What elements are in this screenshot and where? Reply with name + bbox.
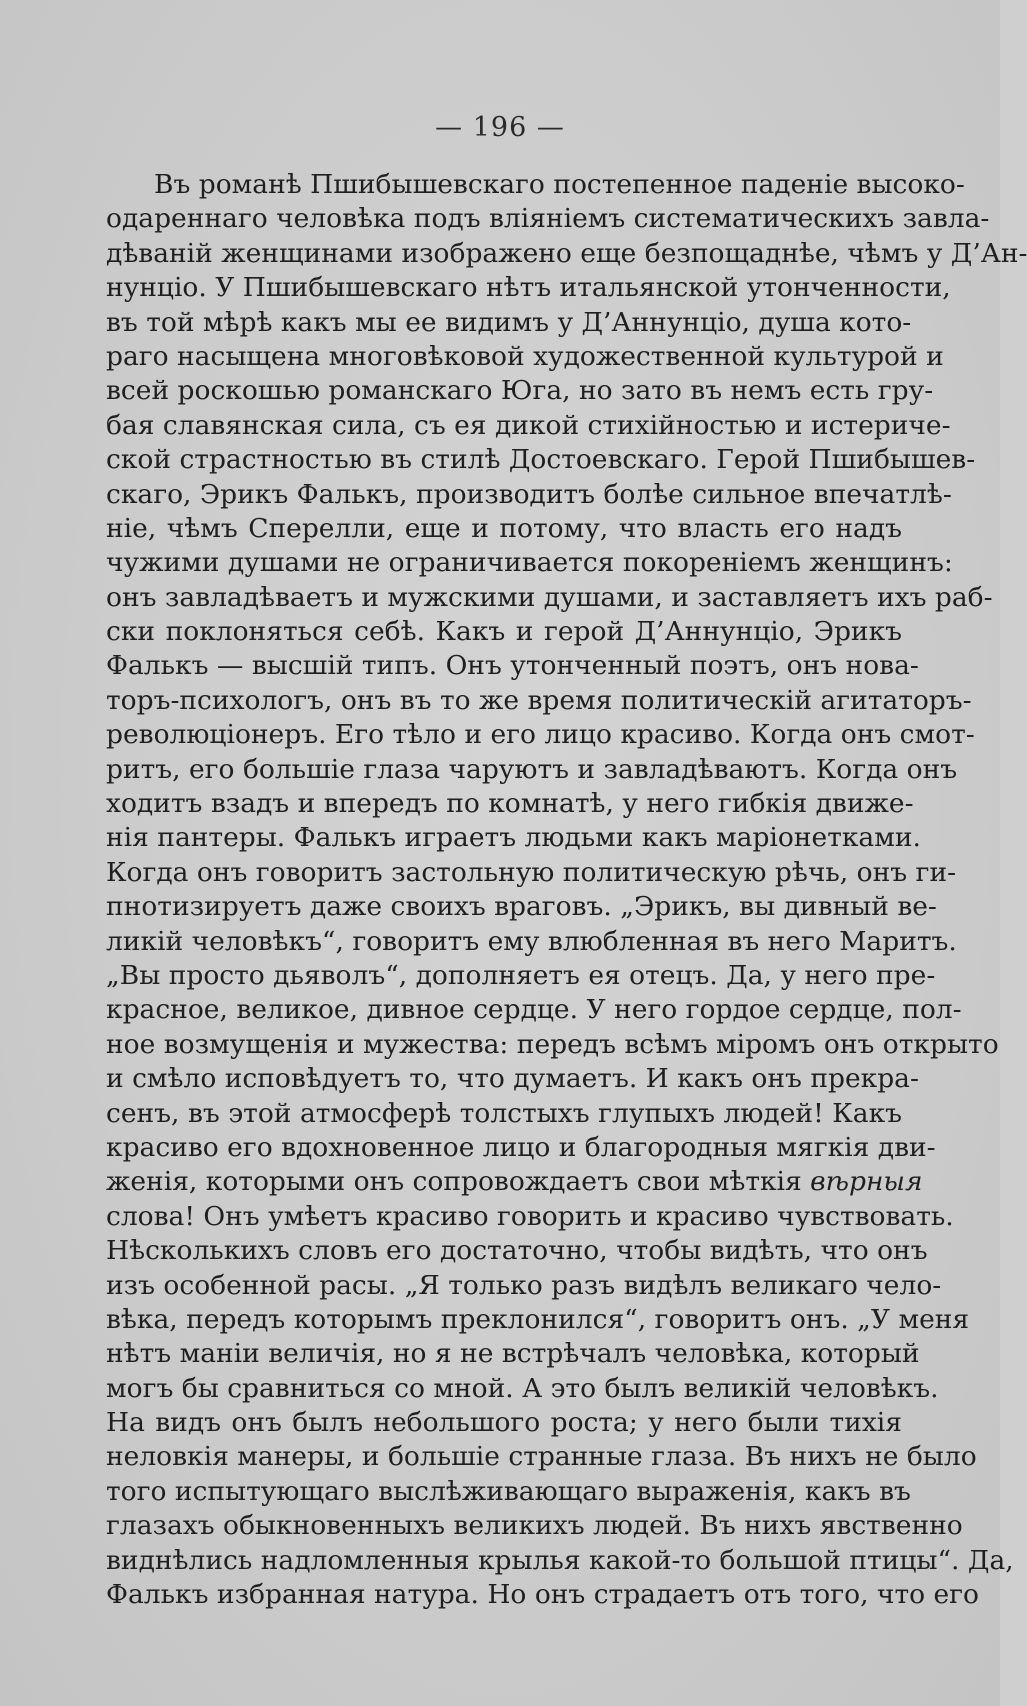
text-segment: женія, которыми онъ сопровождаетъ свои мѣткія xyxy=(106,1166,802,1198)
text-line: Нѣсколькихъ словъ его достаточно, чтобы видѣть, что онъ xyxy=(106,1235,928,1267)
text-line: Фалькъ избранная натура. Но онъ страдаетъ отъ того, что его xyxy=(106,1579,979,1611)
text-line: слова! Онъ умѣетъ красиво говорить и красиво чувствовать. xyxy=(106,1200,954,1232)
text-line: могъ бы сравниться со мной. А это былъ великій человѣкъ. xyxy=(106,1372,939,1404)
text-line: въ той мѣрѣ какъ мы ее видимъ у Д’Аннунціо, душа кото- xyxy=(106,306,912,338)
body-text xyxy=(106,168,1027,1612)
text-line: глазахъ обыкновенныхъ великихъ людей. Въ нихъ явственно xyxy=(106,1510,963,1542)
text-line: торъ-психологъ, онъ въ то же время политическій агитаторъ- xyxy=(106,684,972,716)
text-line: красное, великое, дивное сердце. У него гордое сердце, пол- xyxy=(106,994,962,1026)
text-line: онъ завладѣваетъ и мужскими душами, и заставляетъ ихъ раб- xyxy=(106,581,993,613)
text-line: ски поклоняться себѣ. Какъ и герой Д’Аннунціо, Эрикъ xyxy=(106,616,902,648)
text-line: и смѣло исповѣдуетъ то, что думаетъ. И какъ онъ прекра- xyxy=(106,1063,919,1095)
text-line: одареннаго человѣка подъ вліяніемъ систематическихъ завла- xyxy=(106,203,990,235)
text-line: того испытующаго выслѣживающаго выраженія, какъ въ xyxy=(106,1475,911,1507)
text-line: нія пантеры. Фалькъ играетъ людьми какъ маріонетками. xyxy=(106,822,921,854)
text-line: революціонеръ. Его тѣло и его лицо красиво. Когда онъ смот- xyxy=(106,719,975,751)
text-line: сенъ, въ этой атмосферѣ толстыхъ глупыхъ людей! Какъ xyxy=(106,1097,902,1129)
text-line: вѣка, передъ которымъ преклонился“, говоритъ онъ. „У меня xyxy=(106,1303,970,1335)
text-line: ніе, чѣмъ Сперелли, еще и потому, что власть его надъ xyxy=(106,512,902,544)
text-line: Когда онъ говоритъ застольную политическую рѣчь, онъ ги- xyxy=(106,856,957,888)
text-line: На видъ онъ былъ небольшого роста; у него были тихія xyxy=(106,1407,902,1439)
text-line: виднѣлись надломленныя крылья какой-то большой птицы“. Да, xyxy=(106,1544,1014,1576)
text-line-with-italic xyxy=(106,1165,923,1199)
text-line: дѣваній женщинами изображено еще безпощаднѣе, чѣмъ у Д’Ан- xyxy=(106,237,1027,269)
text-line: скаго, Эрикъ Фалькъ, производитъ болѣе сильное впечатлѣ- xyxy=(106,478,952,510)
text-line: чужими душами не ограничивается покореніемъ женщинъ: xyxy=(106,547,953,579)
text-line: ное возмущенія и мужества: передъ всѣмъ міромъ онъ открыто xyxy=(106,1028,999,1060)
page-number: — 196 — xyxy=(435,112,565,143)
text-line: всей роскошью романскаго Юга, но зато въ немъ есть гру- xyxy=(106,375,934,407)
text-line: изъ особенной расы. „Я только разъ видѣлъ великаго чело- xyxy=(106,1269,942,1301)
text-line: ликій человѣкъ“, говоритъ ему влюбленная въ него Маритъ. xyxy=(106,925,957,957)
text-line: „Вы просто дьяволъ“, дополняетъ ея отецъ. Да, у него пре- xyxy=(106,959,936,991)
italic-word: вѣрныя xyxy=(810,1166,923,1198)
text-line: нунціо. У Пшибышевскаго нѣтъ итальянской утонченности, xyxy=(106,272,951,304)
text-line: ритъ, его большіе глаза чаруютъ и завладѣваютъ. Когда онъ xyxy=(106,753,958,785)
text-line: раго насыщена многовѣковой художественной культурой и xyxy=(106,340,944,372)
text-line: ходитъ взадъ и впередъ по комнатѣ, у него гибкія движе- xyxy=(106,788,914,820)
text-line: Въ романѣ Пшибышевскаго постепенное паденіе высоко- xyxy=(154,169,965,200)
text-line: ской страстностью въ стилѣ Достоевскаго. Герой Пшибышев- xyxy=(106,444,976,476)
text-line: пнотизируетъ даже своихъ враговъ. „Эрикъ, вы дивный ве- xyxy=(106,891,937,923)
text-line: бая славянская сила, съ ея дикой стихійностью и истериче- xyxy=(106,409,951,441)
text-line: Фалькъ — высшій типъ. Онъ утонченный поэтъ, онъ нова- xyxy=(106,650,919,682)
text-line: неловкія манеры, и большіе странные глаза. Въ нихъ не было xyxy=(106,1441,977,1473)
text-line: нѣтъ маніи величія, но я не встрѣчалъ человѣка, который xyxy=(106,1338,920,1370)
text-line: красиво его вдохновенное лицо и благородныя мягкія дви- xyxy=(106,1131,936,1163)
